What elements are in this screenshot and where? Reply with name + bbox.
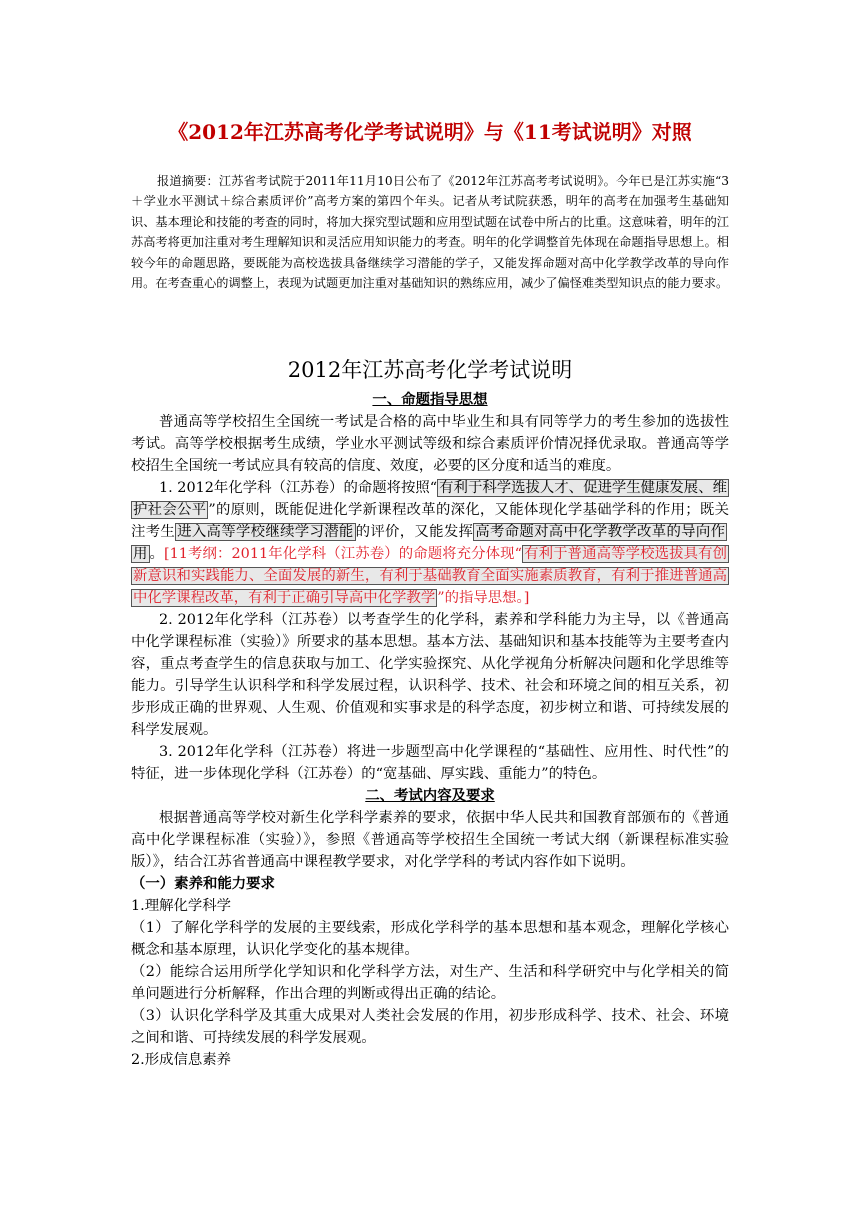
comparison-note-text-b: ”的指导思想。] bbox=[437, 590, 530, 606]
item-1-1: （1）了解化学科学的发展的主要线索，形成化学科学的基本思想和基本观念，理解化学核心概念和基本原理，认识化学变化的基本规律。 bbox=[131, 920, 729, 958]
item-1-3: （3）认识化学科学及其重大成果对人类社会发展的作用，初步形成科学、技术、社会、环境之间和谐、可持续发展的科学发展观。 bbox=[131, 1008, 729, 1046]
point1-text-a: 1. 2012年化学科（江苏卷）的命题将按照“ bbox=[159, 480, 438, 496]
section-heading-exam-content: 二、考试内容及要求 bbox=[365, 787, 495, 804]
exam-guide-title: 2012年江苏高考化学考试说明 bbox=[287, 358, 573, 382]
report-summary: 报道摘要：江苏省考试院于2011年11月10日公布了《2012年江苏高考考试说明》。今年已是江苏实施“3＋学业水平测试＋综合素质评价”高考方案的第四个年头。记者从考试院获悉，明年的高考在加强考生基础知识、基本理论和技能的考查的同时，将加大探究型试题和应用型试题在试卷中所占的比重。这意味着，明年的江苏高考将更加注重对考生理解知识和灵活应用知识能力的考查。明年的化学调整首先体现在命题指导思想上。相较今年的命题思路，要既能为高校选拔具备继续学习潜能的学子，又能发挥命题对高中化学教学改革的导向作用。在考查重心的调整上，表现为试题更加注重对基础知识的熟练应用，减少了偏怪难类型知识点的能力要求。 bbox=[131, 174, 729, 291]
section-heading-guiding-ideas: 一、命题指导思想 bbox=[372, 391, 488, 408]
comparison-note-text-a: [11考纲：2011年化学科（江苏卷）的命题将充分体现“ bbox=[164, 546, 523, 562]
point1-text-d: 。 bbox=[149, 546, 164, 562]
subsection-heading-literacy-ability: （一）素养和能力要求 bbox=[131, 875, 275, 892]
item-understand-chemistry: 1.理解化学科学 bbox=[131, 898, 232, 914]
section1-point-2: 2. 2012年化学科（江苏卷）以考查学生的化学科，素养和学科能力为主导，以《普通高中化学课程标准（实验）》所要求的基本思想。基本方法、基础知识和基本技能等为主要考查内容，重点考查学生的信息获取与加工、化学实验探究、从化学视角分析解决问题和化学思维等能力。引导学生认识科学和科学发展过程，认识科学、技术、社会和环境之间的相互关系，初步形成正确的世界观、人生观、价值观和实事求是的科学态度，初步树立和谐、可持续发展的科学发展观。 bbox=[131, 612, 729, 738]
highlight-box-guiding-role: 高考命题对高中化学教学改革的导向作用 bbox=[133, 524, 725, 562]
exam-guide-body bbox=[131, 389, 729, 1071]
section1-point-1 bbox=[131, 477, 729, 609]
section1-point-3: 3. 2012年化学科（江苏卷）将进一步题型高中化学课程的“基础性、应用性、时代性”的特征，进一步体现化学科（江苏卷）的“宽基础、厚实践、重能力”的特色。 bbox=[131, 744, 729, 782]
point1-text-b: ”的原则，既能促进化学新课程改革的深化，又能体现化学基础学科的作用；既关注考生 bbox=[131, 502, 729, 540]
point1-text-c: 的评价，又能发挥 bbox=[355, 524, 474, 540]
comparison-note-2011 bbox=[131, 545, 729, 607]
document-main-title: 《2012年江苏高考化学考试说明》与《11考试说明》对照 bbox=[168, 120, 692, 144]
section1-intro-paragraph: 普通高等学校招生全国统一考试是合格的高中毕业生和具有同等学力的考生参加的选拔性考试。高等学校根据考生成绩，学业水平测试等级和综合素质评价情况择优录取。普通高等学校招生全国统一考试应具有较高的信度、效度，必要的区分度和适当的难度。 bbox=[131, 414, 729, 474]
highlight-box-principle: 有利于科学选拔人才、促进学生健康发展、维护社会公平 bbox=[133, 480, 727, 518]
highlight-box-2011-ideas: 有利于普通高等学校选拔具有创新意识和实践能力、全面发展的新生，有利于基础教育全面实施素质教育，有利于推进普通高中化学课程改革，有利于正确引导高中化学教学 bbox=[133, 546, 727, 606]
highlight-box-learning-potential: 进入高等学校继续学习潜能 bbox=[177, 524, 354, 540]
item-1-2: （2）能综合运用所学化学知识和化学科学方法，对生产、生活和科学研究中与化学相关的简单问题进行分析解释，作出合理的判断或得出正确的结论。 bbox=[131, 964, 729, 1002]
item-information-literacy: 2.形成信息素养 bbox=[131, 1052, 232, 1068]
section2-intro-paragraph: 根据普通高等学校对新生化学科学素养的要求，依据中华人民共和国教育部颁布的《普通高中化学课程标准（实验）》，参照《普通高等学校招生全国统一考试大纲（新课程标准实验版）》，结合江苏省普通高中课程教学要求，对化学学科的考试内容作如下说明。 bbox=[131, 810, 729, 870]
